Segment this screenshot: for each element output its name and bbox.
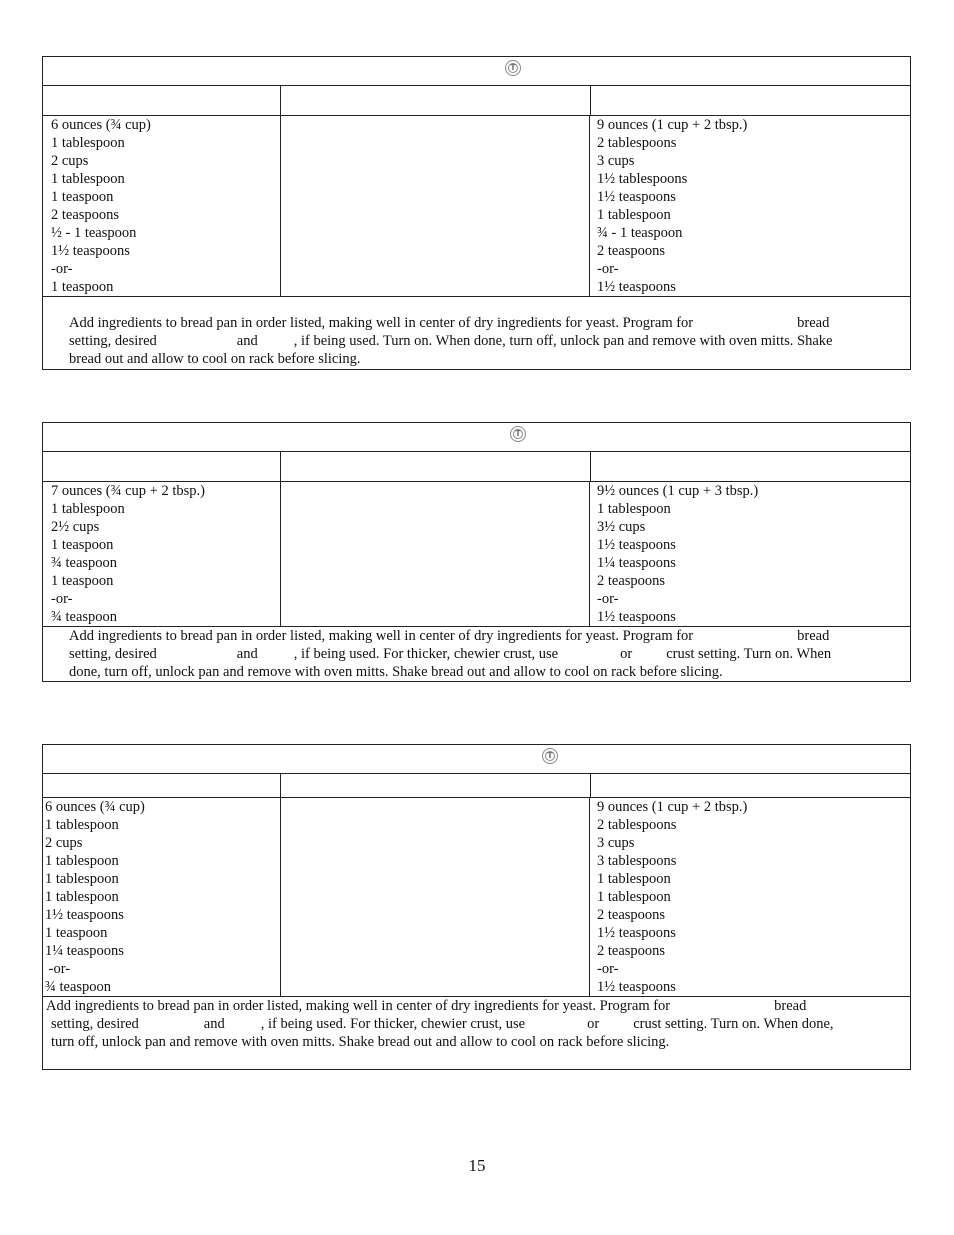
amount-line: 2 teaspoons [597,573,666,589]
amount-line: 1½ teaspoons [597,537,676,553]
circle-t-icon: T [505,60,521,76]
instruction-line [69,350,910,368]
amount-line: 3 cups [597,835,635,851]
amount-line: 1 tablespoon [597,871,671,887]
instruction-text: , if being used. Turn on. When done, turn off, unlock pan and remove with oven mitts. Shake [293,333,833,349]
instruction-text: crust setting. Turn on. When done, [633,1016,834,1032]
header-cell-ingredient [281,774,590,797]
amount-line: 1½ tablespoons [597,171,688,187]
instruction-text: crust setting. Turn on. When [666,646,832,662]
amount-line: 1½ teaspoons [51,243,130,259]
amount-line: 2 teaspoons [51,207,120,223]
header-cell-ingredient [281,452,590,481]
instruction-line [69,663,910,681]
instruction-line [46,1015,910,1033]
instruction-text: Add ingredients to bread pan in order listed, making well in center of dry ingredients for yeast. Program for [69,628,694,644]
ingredient-row [43,482,910,627]
instructions [43,997,910,1069]
amount-line: -or- [597,591,619,607]
instruction-text: bread [797,628,830,644]
header-cell-large [591,774,910,797]
amount-line: 1½ teaspoons [597,279,676,295]
amount-line: -or- [51,261,73,277]
amount-line: 1¼ teaspoons [45,943,124,959]
instructions [43,627,910,681]
amount-line: 1 teaspoon [51,537,114,553]
instruction-text: and [236,333,258,349]
small-loaf-amounts [43,798,281,996]
large-loaf-amounts [590,116,910,296]
amount-line: 1 tablespoon [597,501,671,517]
recipe-table-2 [42,422,911,682]
amount-line: ¾ teaspoon [51,555,118,571]
instruction-text: bread [797,315,830,331]
amount-line: 3½ cups [597,519,646,535]
amount-line: 3 cups [597,153,635,169]
instructions [43,297,910,369]
instruction-text: , if being used. For thicker, chewier crust, use [293,646,559,662]
instruction-text: and [236,646,258,662]
header-cell-large [591,452,910,481]
ingredient-names [281,116,590,296]
page-number: 15 [468,1156,486,1175]
recipe-title-row [43,423,910,452]
instruction-text: , if being used. For thicker, chewier crust, use [260,1016,526,1032]
recipe-table-3 [42,744,911,1070]
amount-line: 7 ounces (¾ cup + 2 tbsp.) [51,483,205,499]
amount-line: -or- [51,591,73,607]
amount-line: 1 tablespoon [51,171,125,187]
header-cell-small [43,452,281,481]
amount-line: 2 cups [45,835,83,851]
small-loaf-amounts [43,482,281,626]
amount-line: 1 tablespoon [597,207,671,223]
amount-line: 2 tablespoons [597,135,677,151]
instruction-text: Add ingredients to bread pan in order listed, making well in center of dry ingredients for yeast. Program for [69,315,694,331]
instruction-line [69,645,910,663]
instruction-text: setting, desired [69,333,157,349]
amount-line: 1½ teaspoons [597,979,676,995]
amount-line: 9 ounces (1 cup + 2 tbsp.) [597,117,748,133]
amount-line: 9 ounces (1 cup + 2 tbsp.) [597,799,748,815]
amount-line: ¾ - 1 teaspoon [597,225,683,241]
amount-line: 1 tablespoon [45,889,119,905]
small-loaf-amounts [43,116,281,296]
amount-line: -or- [597,261,619,277]
amount-line: -or- [45,961,71,977]
header-cell-small [43,86,281,115]
header-cell-small [43,774,281,797]
instruction-text: bread out and allow to cool on rack before slicing. [69,351,361,367]
instruction-line [69,314,910,332]
instruction-text: Add ingredients to bread pan in order listed, making well in center of dry ingredients for yeast. Program for [46,998,671,1014]
amount-line: 1 tablespoon [45,871,119,887]
amount-line: 2 teaspoons [597,943,666,959]
column-header-row [43,86,910,116]
amount-line: 6 ounces (¾ cup) [51,117,151,133]
header-cell-large [591,86,910,115]
large-loaf-amounts [590,482,910,626]
recipe-title-row [43,57,910,86]
instruction-line [46,1033,910,1051]
amount-line: 1½ teaspoons [45,907,124,923]
column-header-row [43,452,910,482]
recipe-title-row [43,745,910,774]
amount-line: 1½ teaspoons [597,925,676,941]
instruction-text: turn off, unlock pan and remove with oven mitts. Shake bread out and allow to cool on rack before slicing. [51,1034,670,1050]
amount-line: 2 teaspoons [597,243,666,259]
amount-line: -or- [597,961,619,977]
ingredient-names [281,482,590,626]
amount-line: 9½ ounces (1 cup + 3 tbsp.) [597,483,759,499]
circle-t-icon: T [510,426,526,442]
ingredient-names [281,798,590,996]
column-header-row [43,774,910,798]
ingredient-row [43,798,910,997]
amount-line: 1 tablespoon [45,853,119,869]
amount-line: 1 tablespoon [45,817,119,833]
amount-line: 1½ teaspoons [597,609,676,625]
instruction-text: or [620,646,633,662]
amount-line: 1 teaspoon [51,189,114,205]
instruction-text: setting, desired [69,646,157,662]
instruction-line [46,997,910,1015]
amount-line: 1½ teaspoons [597,189,676,205]
amount-line: 1 tablespoon [51,135,125,151]
amount-line: ¾ teaspoon [51,609,118,625]
header-cell-ingredient [281,86,590,115]
ingredient-row [43,116,910,297]
instruction-text: and [203,1016,225,1032]
amount-line: 6 ounces (¾ cup) [45,799,145,815]
amount-line: 1 tablespoon [597,889,671,905]
circle-t-icon: T [542,748,558,764]
amount-line: ¾ teaspoon [45,979,112,995]
amount-line: 1 teaspoon [45,925,108,941]
amount-line: 2 cups [51,153,89,169]
recipe-table-1 [42,56,911,370]
amount-line: 2½ cups [51,519,100,535]
instruction-text: bread [774,998,807,1014]
amount-line: ½ - 1 teaspoon [51,225,137,241]
amount-line: 1 teaspoon [51,279,114,295]
amount-line: 2 tablespoons [597,817,677,833]
amount-line: 1¼ teaspoons [597,555,676,571]
instruction-text: setting, desired [51,1016,139,1032]
amount-line: 3 tablespoons [597,853,677,869]
instruction-text: done, turn off, unlock pan and remove with oven mitts. Shake bread out and allow to cool on rack before slicing. [69,664,723,680]
amount-line: 1 teaspoon [51,573,114,589]
instruction-line [69,332,910,350]
large-loaf-amounts [590,798,910,996]
instruction-text: or [587,1016,600,1032]
amount-line: 2 teaspoons [597,907,666,923]
instruction-line [69,627,910,645]
amount-line: 1 tablespoon [51,501,125,517]
